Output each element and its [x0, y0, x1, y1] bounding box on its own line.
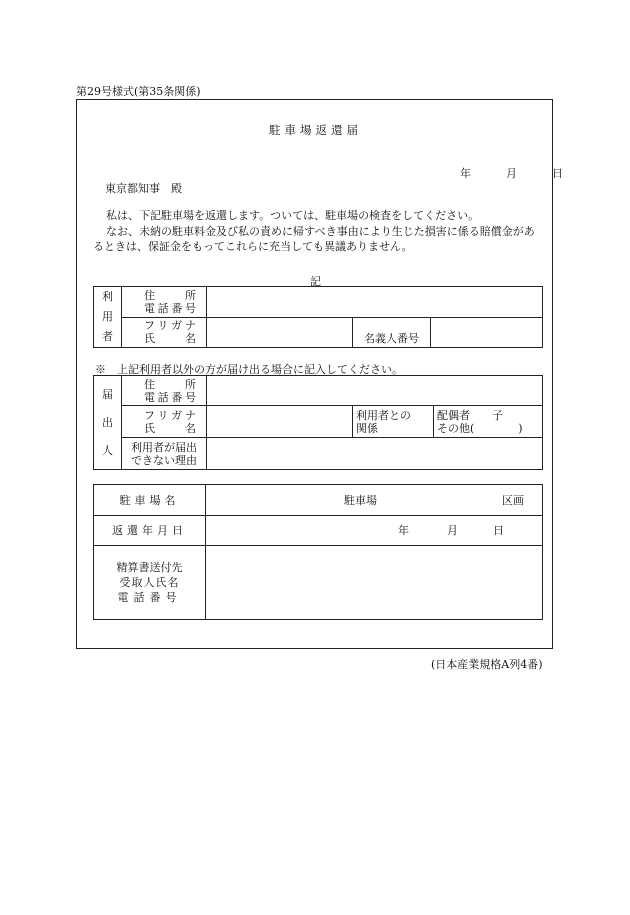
relation-label: 利用者との 関係	[353, 406, 434, 438]
parking-name-label: 駐車場名	[94, 485, 206, 516]
form-number: 第29号様式(第35条関係)	[76, 85, 201, 98]
user-address-label: 住 所 電話番号	[122, 287, 207, 318]
user-name-label: フリガナ 氏 名	[122, 317, 207, 348]
reason-field[interactable]	[207, 438, 543, 470]
user-section-label: 利 用 者	[94, 287, 122, 348]
return-date-field[interactable]	[206, 516, 543, 546]
date-year-label: 年	[460, 167, 471, 180]
user-name-field[interactable]	[207, 317, 353, 348]
ki-heading: 記	[310, 275, 321, 288]
parking-name-field[interactable]	[206, 485, 543, 516]
return-date-label: 返還年月日	[94, 516, 206, 546]
parking-suffix: 駐車場	[344, 494, 377, 507]
holder-number-field[interactable]	[431, 317, 543, 348]
reason-label: 利用者が届出 できない理由	[122, 438, 207, 470]
user-address-field[interactable]	[207, 287, 543, 318]
filer-address-label: 住 所 電話番号	[122, 376, 207, 406]
date-day-label: 日	[552, 167, 563, 180]
section-suffix: 区画	[502, 494, 524, 507]
holder-number-label: 名義人番号	[353, 317, 431, 348]
filer-table	[93, 375, 543, 470]
declaration-paragraph-2: なお、未納の駐車料金及び私の責めに帰すべき事由により生じた損害に係る賠償金があるときは、保証金をもってこれらに充当しても異議ありません。	[93, 224, 535, 253]
filer-name-field[interactable]	[207, 406, 353, 438]
filer-note: ※ 上記利用者以外の方が届け出る場合に記入してください。	[95, 363, 403, 376]
parking-table	[93, 484, 543, 620]
date-month-label: 月	[506, 167, 517, 180]
filer-name-label: フリガナ 氏 名	[122, 406, 207, 438]
user-table	[93, 286, 543, 348]
form-frame	[76, 99, 563, 649]
filer-section-label: 届 出 人	[94, 376, 122, 470]
declaration-paragraph-1: 私は、下記駐車場を返還します。ついては、駐車場の検査をしてください。	[106, 209, 480, 222]
form-title: 駐車場返還届	[269, 123, 362, 137]
submission-date	[460, 165, 563, 181]
settlement-label: 精算書送付先 受取人氏名 電話番号	[94, 546, 206, 620]
settlement-field[interactable]	[206, 546, 543, 620]
paper-size-note: (日本産業規格A列4番)	[431, 658, 543, 671]
filer-address-field[interactable]	[207, 376, 543, 406]
return-month: 月	[447, 524, 458, 537]
addressee: 東京都知事 殿	[105, 182, 182, 195]
return-year: 年	[398, 524, 409, 537]
return-day: 日	[493, 524, 504, 537]
relation-options[interactable]: 配偶者 子 その他( )	[434, 406, 543, 438]
declaration-text	[93, 208, 543, 255]
